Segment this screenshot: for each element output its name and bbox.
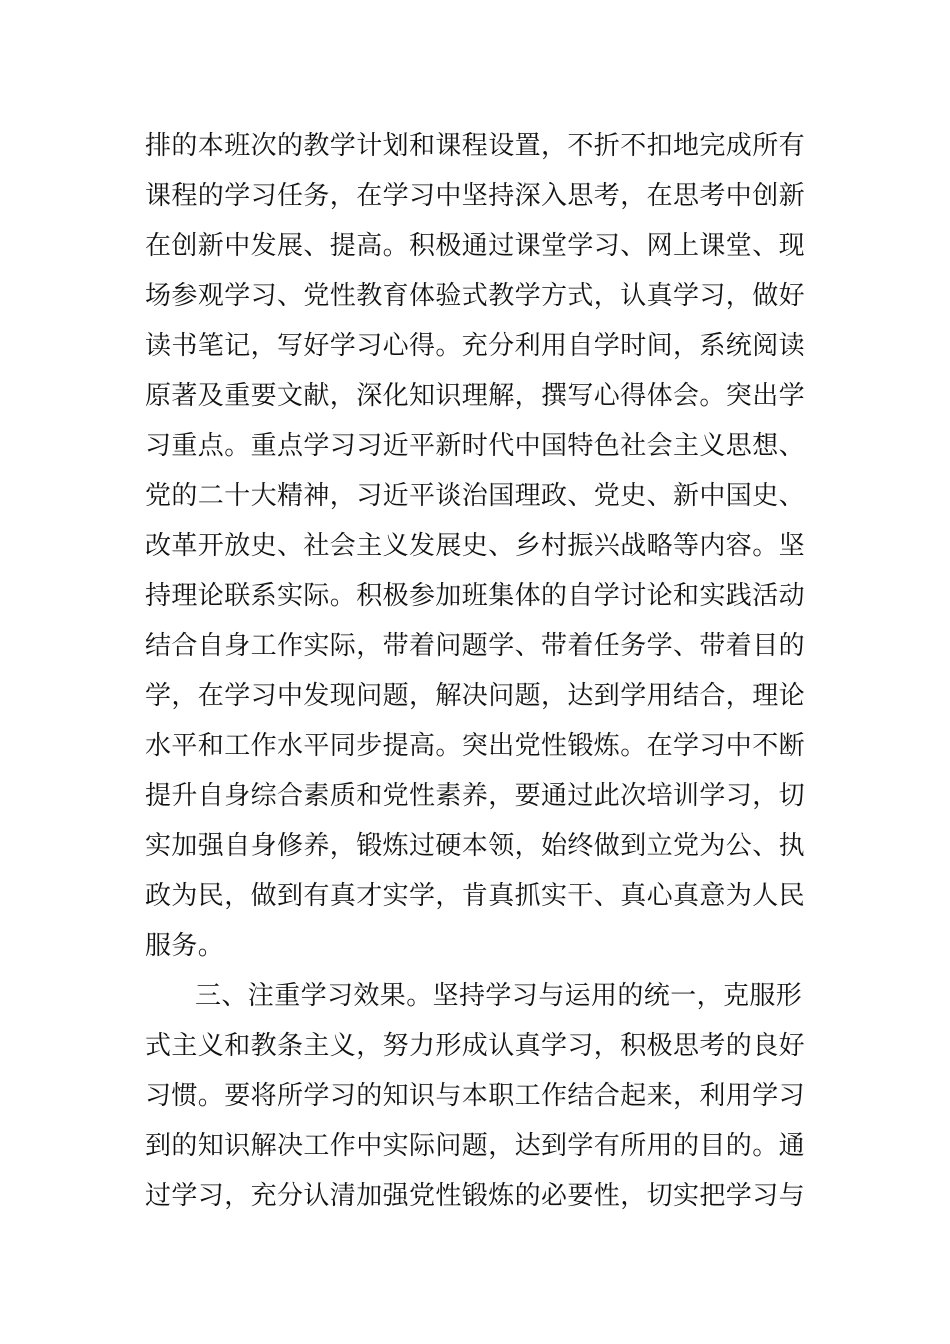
text-line: 实加强自身修养，锻炼过硬本领，始终做到立党为公、执 [145,831,806,861]
text-line: 读书笔记，写好学习心得。充分利用自学时间，系统阅读 [145,331,806,361]
text-line: 提升自身综合素质和党性素养，要通过此次培训学习，切 [145,781,806,811]
text-line: 政为民，做到有真才实学，肯真抓实干、真心真意为人民 [145,881,806,911]
text-line: 习重点。重点学习习近平新时代中国特色社会主义思想、 [145,431,806,461]
text-line: 在创新中发展、提高。积极通过课堂学习、网上课堂、现 [145,231,806,261]
text-line: 原著及重要文献，深化知识理解，撰写心得体会。突出学 [145,381,806,411]
text-line: 党的二十大精神，习近平谈治国理政、党史、新中国史、 [145,481,806,511]
text-line: 学，在学习中发现问题，解决问题，达到学用结合，理论 [145,681,806,711]
paragraph-first-line: 三、注重学习效果。坚持学习与运用的统一，克服形 [195,981,803,1011]
text-line: 到的知识解决工作中实际问题，达到学有所用的目的。通 [145,1131,806,1161]
text-line: 水平和工作水平同步提高。突出党性锻炼。在学习中不断 [145,731,806,761]
text-line: 结合自身工作实际，带着问题学、带着任务学、带着目的 [145,631,806,661]
text-line: 式主义和教条主义，努力形成认真学习，积极思考的良好 [145,1031,806,1061]
text-line: 课程的学习任务，在学习中坚持深入思考，在思考中创新 [145,181,806,211]
text-line: 服务。 [145,931,225,961]
text-line: 过学习，充分认清加强党性锻炼的必要性，切实把学习与 [145,1181,806,1211]
text-line: 排的本班次的教学计划和课程设置，不折不扣地完成所有 [145,131,806,161]
text-line: 习惯。要将所学习的知识与本职工作结合起来，利用学习 [145,1081,806,1111]
text-line: 改革开放史、社会主义发展史、乡村振兴战略等内容。坚 [145,531,806,561]
text-line: 持理论联系实际。积极参加班集体的自学讨论和实践活动 [145,581,806,611]
text-line: 场参观学习、党性教育体验式教学方式，认真学习，做好 [145,281,806,311]
